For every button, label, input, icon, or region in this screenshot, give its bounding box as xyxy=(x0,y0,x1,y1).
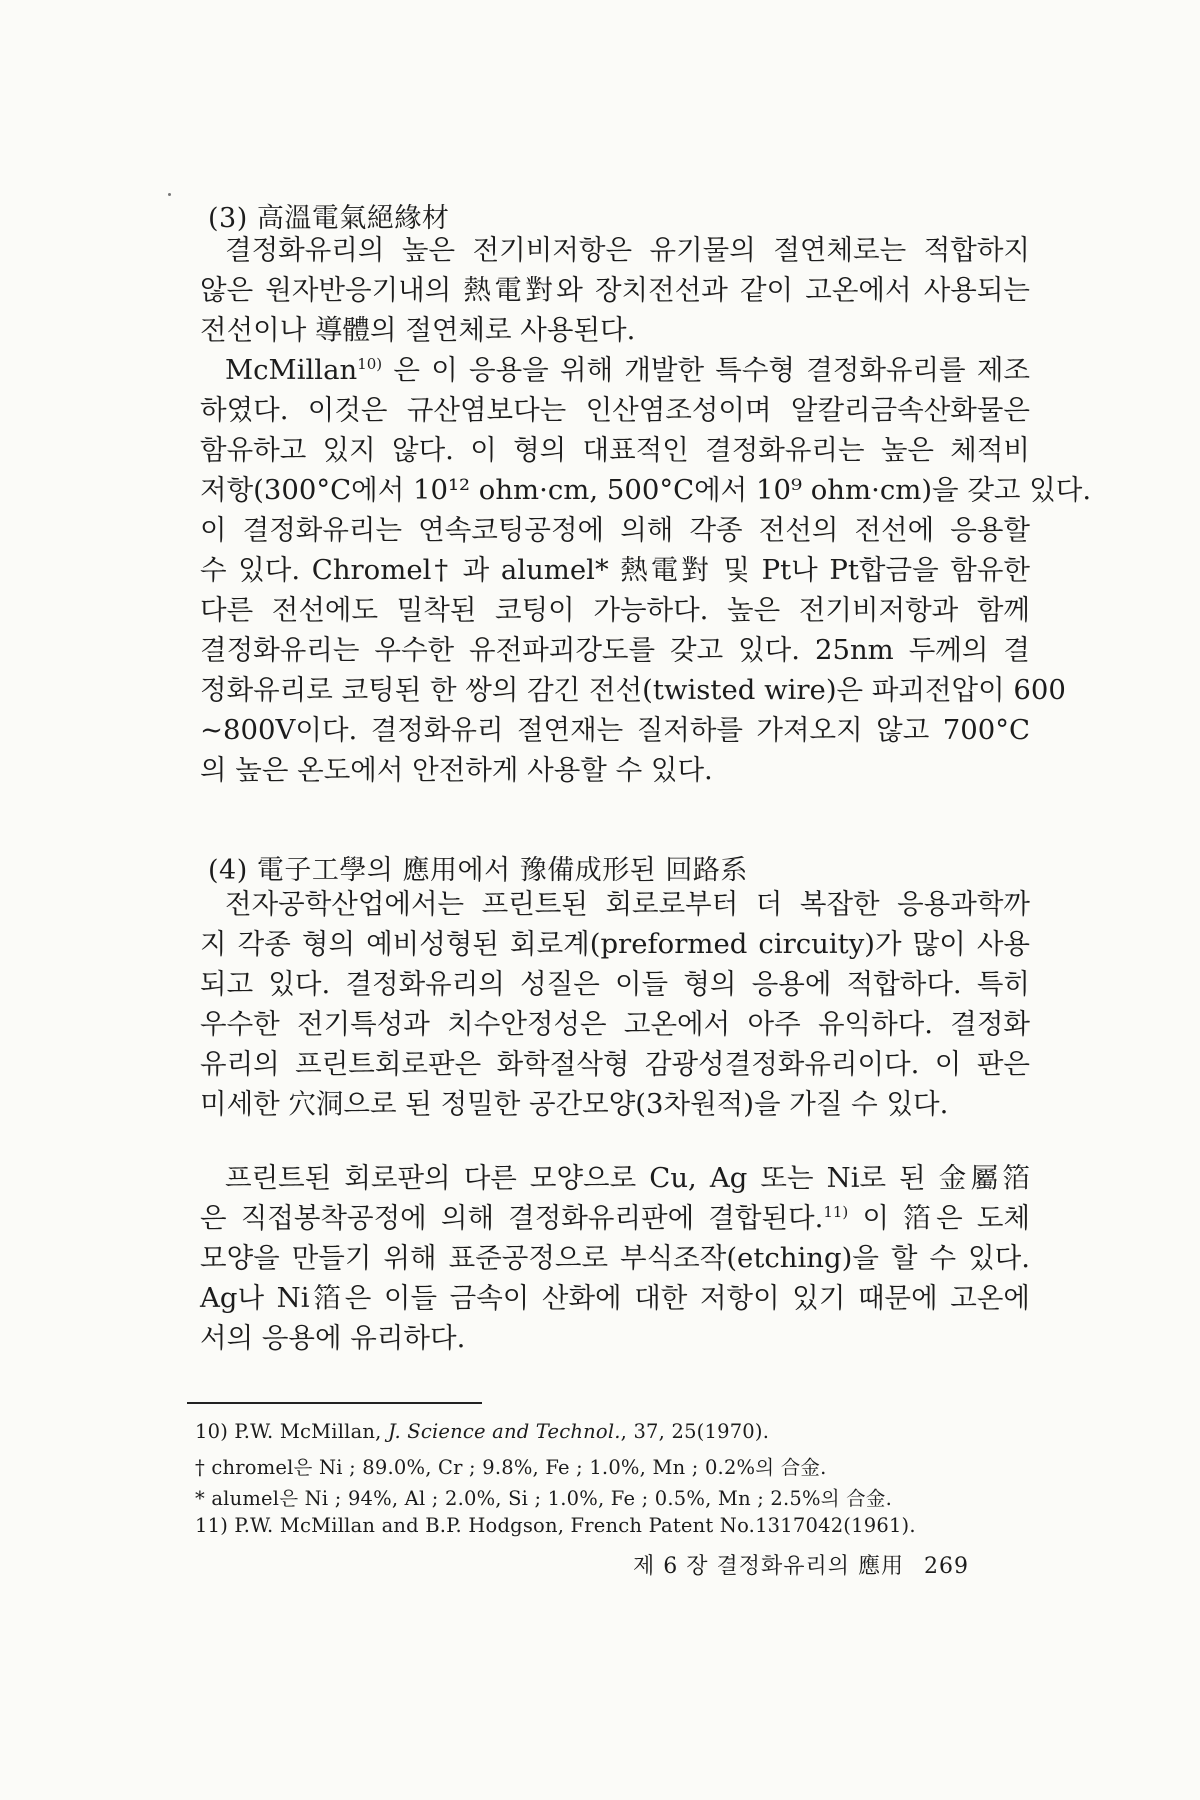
s3-p2-line-4: 저항(300°C에서 10¹² ohm·cm, 500°C에서 10⁹ ohm·cm)을 갖고 있다. xyxy=(200,474,1092,506)
footnote-10 xyxy=(195,1420,769,1443)
page-number: 269 xyxy=(924,1554,969,1579)
s4-p1-line-5: 유리의 프린트회로판은 화학절삭형 감광성결정화유리이다. 이 판은 xyxy=(200,1048,1030,1080)
s4-p2-line-3: 모양을 만들기 위해 표준공정으로 부식조작(etching)을 할 수 있다. xyxy=(200,1242,1030,1274)
s3-p1-line-3: 전선이나 導體의 절연체로 사용된다. xyxy=(200,314,636,346)
footnote-chromel: † chromel은 Ni ; 89.0%, Cr ; 9.8%, Fe ; 1.0%, Mn ; 0.2%의 合金. xyxy=(195,1456,827,1479)
s3-p2-line-11: 의 높은 온도에서 안전하게 사용할 수 있다. xyxy=(200,754,713,786)
s3-p2-line-8: 결정화유리는 우수한 유전파괴강도를 갖고 있다. 25nm 두께의 결 xyxy=(200,634,1030,666)
s3-p2-line-7: 다른 전선에도 밀착된 코팅이 가능하다. 높은 전기비저항과 함께 xyxy=(200,594,1030,626)
s3-p2-line-1 xyxy=(225,350,1030,390)
s3-p2-line-10: ~800V이다. 결정화유리 절연재는 질저하를 가져오지 않고 700°C xyxy=(200,714,1030,746)
scan-speck xyxy=(168,193,171,196)
footer-chapter: 제 6 장 결정화유리의 應用 xyxy=(633,1554,904,1579)
s3-p2-line-1-text: 은 이 응용을 위해 개발한 특수형 결정화유리를 제조 xyxy=(393,354,1030,386)
s3-p2-line-2: 하였다. 이것은 규산염보다는 인산염조성이며 알칼리금속산화물은 xyxy=(200,394,1030,426)
s4-p1-line-2: 지 각종 형의 예비성형된 회로계(preformed circuity)가 많이 사용 xyxy=(200,928,1030,960)
s4-p2-line-2-tail: 이 箔은 도체 xyxy=(848,1202,1031,1234)
s4-p2-line-2-text: 은 직접봉착공정에 의해 결정화유리판에 결합된다. xyxy=(200,1202,824,1234)
s4-p2-line-4: Ag나 Ni箔은 이들 금속이 산화에 대한 저항이 있기 때문에 고온에 xyxy=(200,1282,1030,1314)
s3-p2-line-6: 수 있다. Chromel† 과 alumel* 熱電對 및 Pt나 Pt합금을 함유한 xyxy=(200,554,1030,586)
s3-p2-line-3: 함유하고 있지 않다. 이 형의 대표적인 결정화유리는 높은 체적비 xyxy=(200,434,1030,466)
ref-10: 10) xyxy=(357,354,383,373)
s4-p1-line-3: 되고 있다. 결정화유리의 성질은 이들 형의 응용에 적합하다. 특히 xyxy=(200,968,1030,1000)
section-3-heading: (3) 高溫電氣絕緣材 xyxy=(208,203,450,234)
s4-p1-line-4: 우수한 전기특성과 치수안정성은 고온에서 아주 유익하다. 결정화 xyxy=(200,1008,1030,1040)
footnote-alumel: * alumel은 Ni ; 94%, Al ; 2.0%, Si ; 1.0%, Fe ; 0.5%, Mn ; 2.5%의 合金. xyxy=(195,1487,892,1510)
footnote-10-journal: J. Science and Technol. xyxy=(387,1420,621,1443)
s3-p2-line-5: 이 결정화유리는 연속코팅공정에 의해 각종 전선의 전선에 응용할 xyxy=(200,514,1030,546)
footnote-11: 11) P.W. McMillan and B.P. Hodgson, French Patent No.1317042(1961). xyxy=(195,1514,916,1537)
running-footer xyxy=(633,1549,969,1580)
s3-p2-line-9: 정화유리로 코팅된 한 쌍의 감긴 전선(twisted wire)은 파괴전압이 600 xyxy=(200,674,1066,706)
s3-p1-line-1: 결정화유리의 높은 전기비저항은 유기물의 절연체로는 적합하지 xyxy=(225,234,1030,266)
author-mcmillan: McMillan xyxy=(225,354,358,386)
ref-11: 11) xyxy=(823,1202,849,1221)
footnote-rule xyxy=(187,1402,482,1404)
s4-p2-line-5: 서의 응용에 유리하다. xyxy=(200,1322,466,1354)
s4-p1-line-1: 전자공학산업에서는 프린트된 회로로부터 더 복잡한 응용과학까 xyxy=(225,888,1030,920)
s3-p1-line-2: 않은 원자반응기내의 熱電對와 장치전선과 같이 고온에서 사용되는 xyxy=(200,274,1030,306)
s4-p2-line-1: 프린트된 회로판의 다른 모양으로 Cu, Ag 또는 Ni로 된 金屬箔 xyxy=(225,1162,1030,1194)
section-4-heading: (4) 電子工學의 應用에서 豫備成形된 回路系 xyxy=(208,855,748,886)
s4-p1-line-6: 미세한 穴洞으로 된 정밀한 공간모양(3차원적)을 가질 수 있다. xyxy=(200,1088,949,1120)
footnote-10-author: 10) P.W. McMillan, xyxy=(195,1420,388,1443)
s4-p2-line-2 xyxy=(200,1198,1030,1238)
footnote-10-citation: , 37, 25(1970). xyxy=(620,1420,770,1443)
